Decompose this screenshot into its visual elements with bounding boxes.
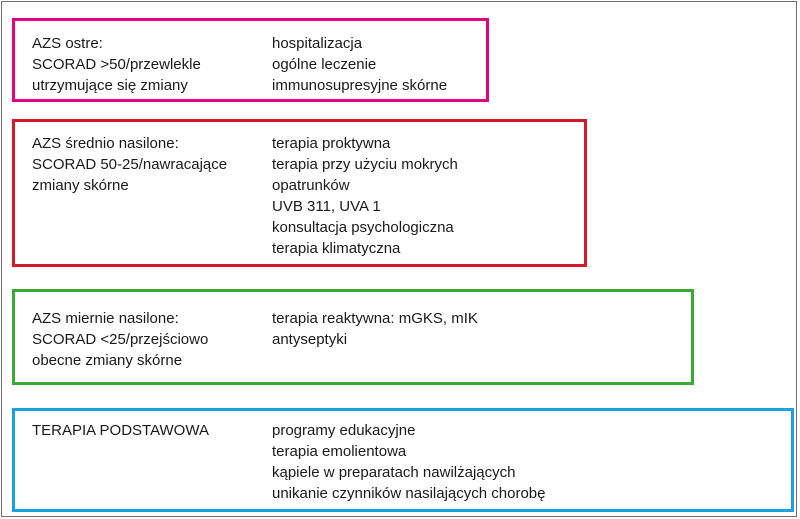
severity-description [32,308,208,371]
severity-line: obecne zmiany skórne [32,352,183,369]
severity-line: utrzymujące się zmiany [32,77,188,94]
treatment-item: hospitalizacja [272,35,363,52]
severity-line: SCORAD >50/przewlekle [32,56,201,73]
treatment-item: terapia reaktywna: mGKS, mIK [272,310,478,327]
treatment-list [272,133,458,259]
tier-acute [12,18,489,102]
treatment-item: unikanie czynników nasilających chorobę [272,485,546,502]
treatment-item: UVB 311, UVA 1 [272,198,381,215]
severity-line: AZS ostre: [32,35,103,52]
treatment-item: terapia emolientowa [272,443,407,460]
severity-description [32,33,201,96]
treatment-item: programy edukacyjne [272,422,416,439]
treatment-item: antyseptyki [272,331,348,348]
severity-line: AZS średnio nasilone: [32,135,179,152]
diagram-frame [1,1,797,517]
severity-description [32,133,227,196]
treatment-list [272,33,447,96]
treatment-item: terapia proktywna [272,135,391,152]
treatment-item: terapia przy użyciu mokrych [272,156,458,173]
severity-line: SCORAD 50-25/nawracające [32,156,228,173]
severity-line: TERAPIA PODSTAWOWA [32,422,209,439]
treatment-item: ogólne leczenie [272,56,377,73]
treatment-list [272,420,546,504]
treatment-item: konsultacja psychologiczna [272,219,454,236]
treatment-list [272,308,478,350]
tier-moderate [12,119,587,267]
severity-line: AZS miernie nasilone: [32,310,179,327]
severity-line: zmiany skórne [32,177,129,194]
tier-mild [12,289,694,385]
treatment-item: kąpiele w preparatach nawilżających [272,464,516,481]
treatment-item: terapia klimatyczna [272,240,401,257]
treatment-item: immunosupresyjne skórne [272,77,448,94]
severity-description [32,420,209,441]
tier-basic-therapy [12,408,794,512]
treatment-item: opatrunków [272,177,350,194]
severity-line: SCORAD <25/przejściowo [32,331,209,348]
